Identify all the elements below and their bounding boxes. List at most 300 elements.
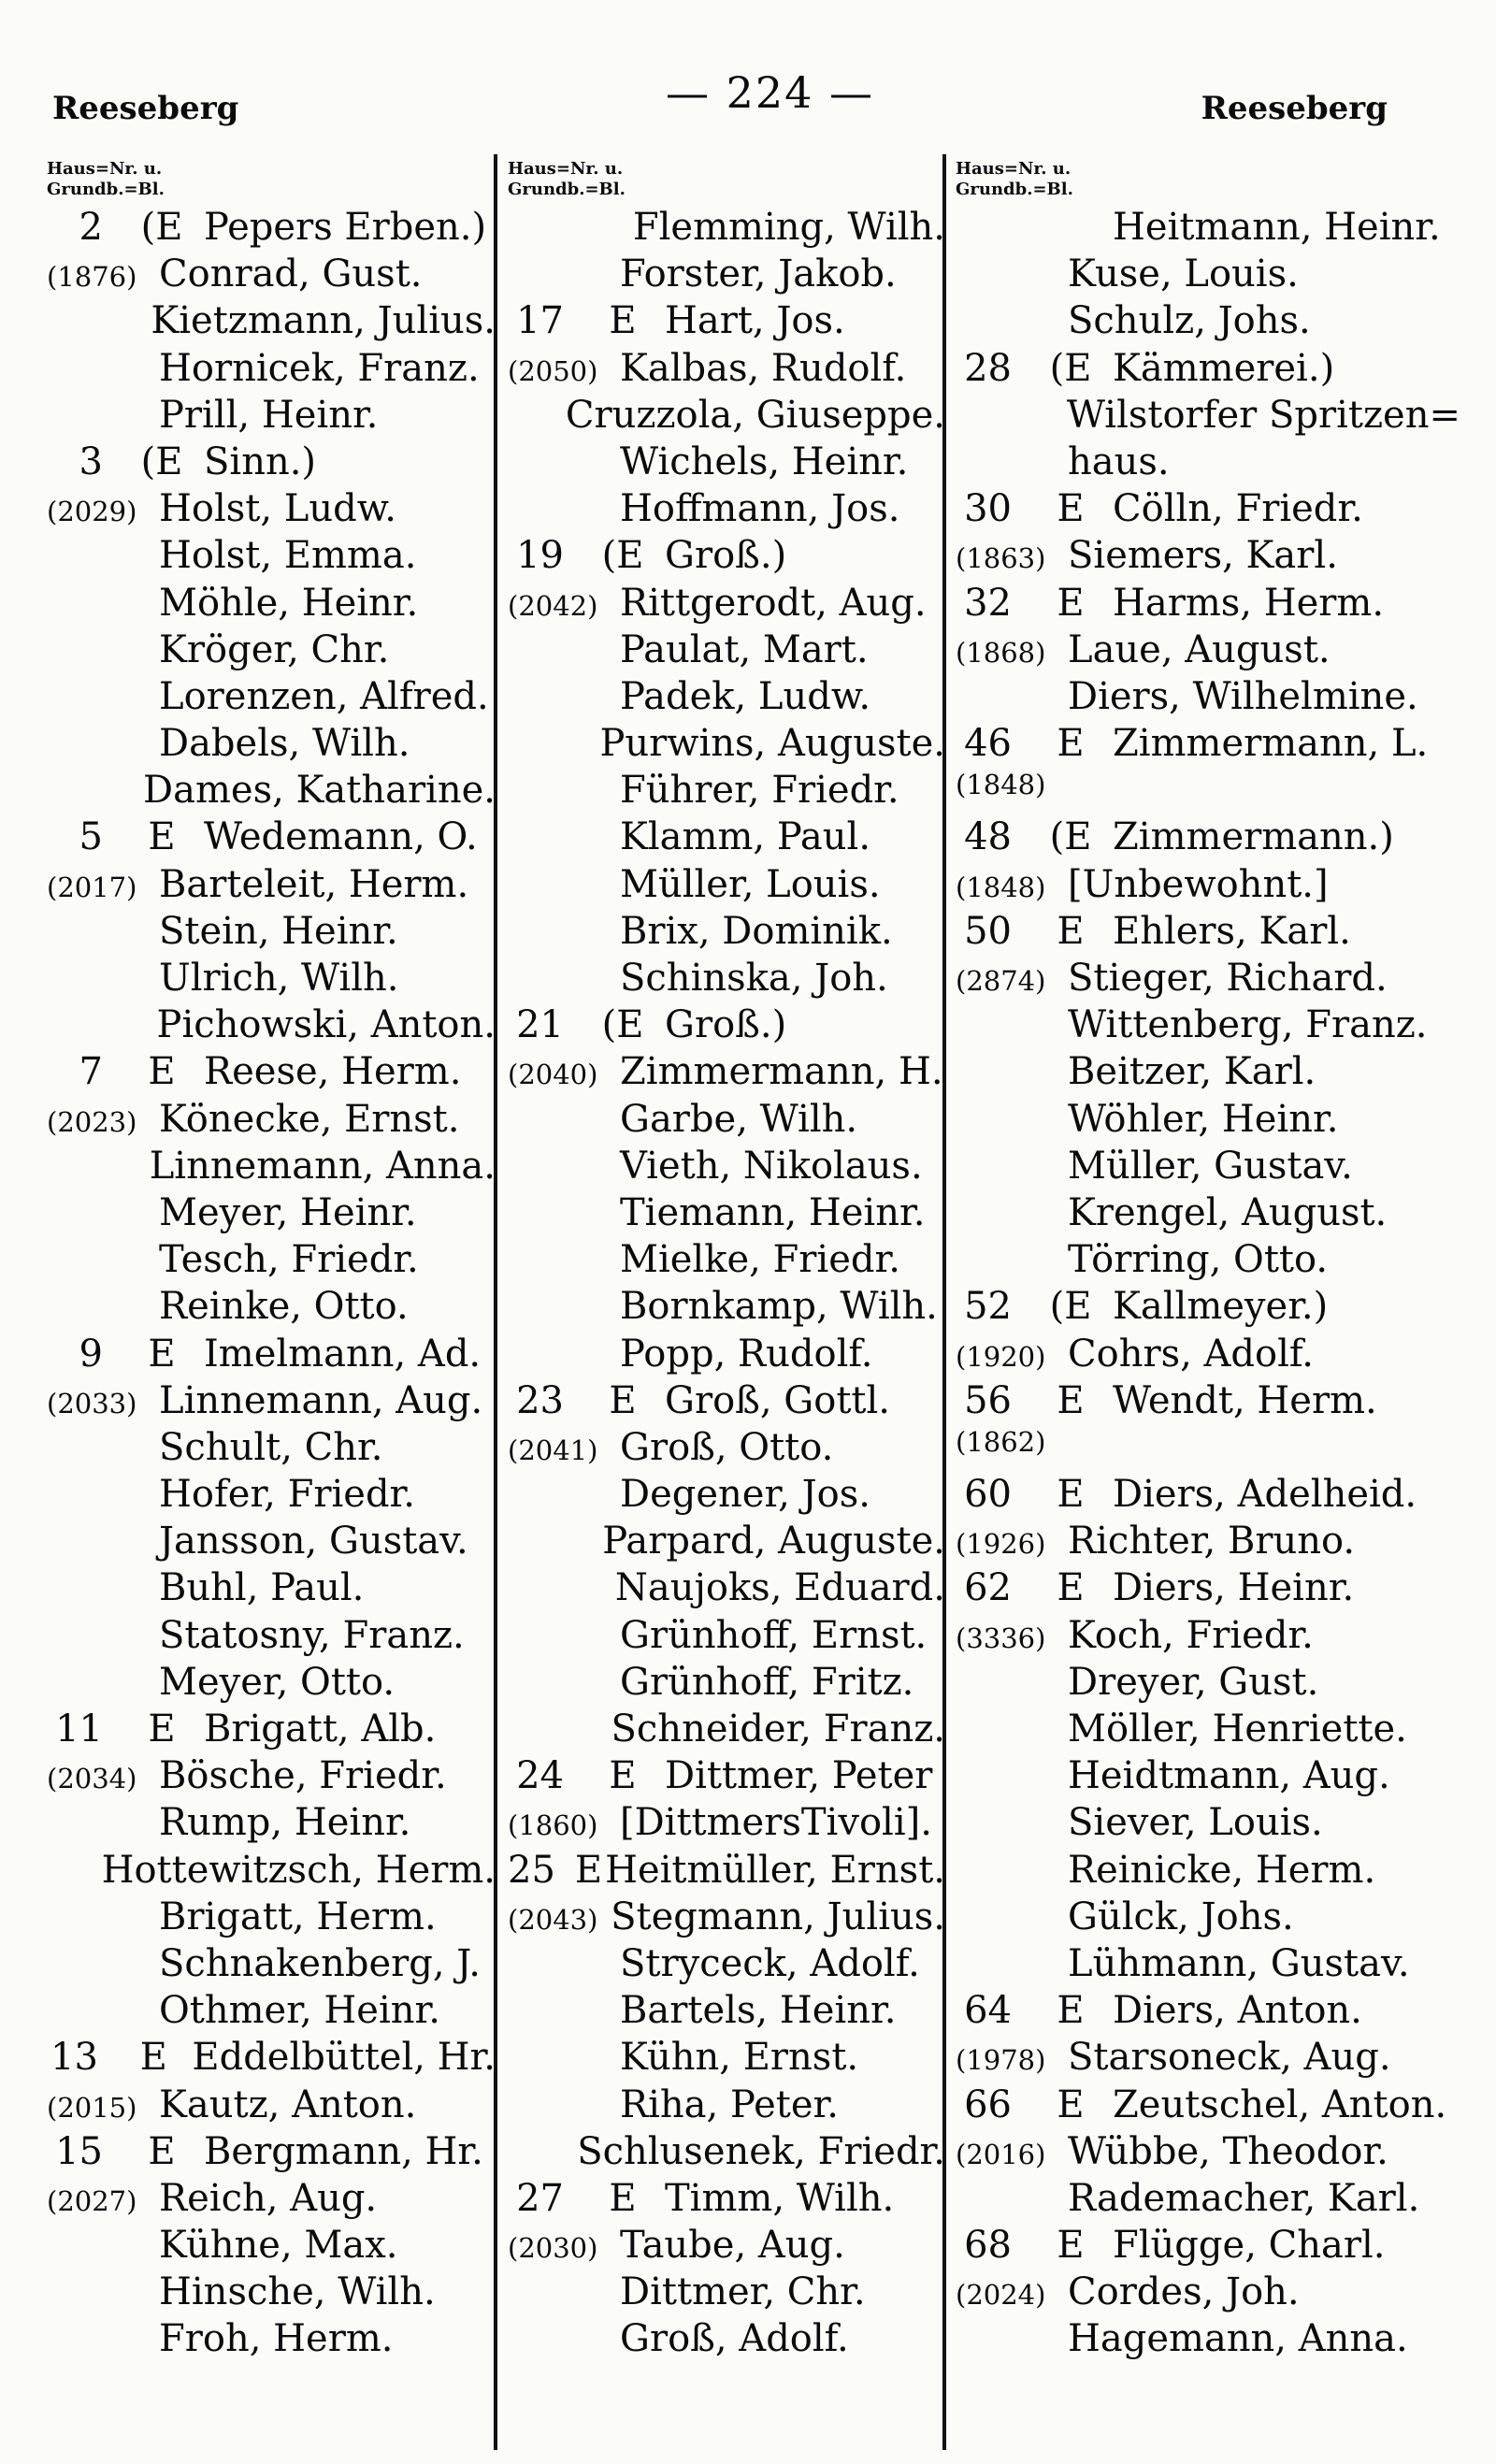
resident-name: Purwins, Auguste. xyxy=(599,722,945,766)
resident-name: Tiemann, Heinr. xyxy=(620,1190,926,1234)
house-number: 25 xyxy=(508,1848,555,1892)
resident-name: Parpard, Auguste. xyxy=(602,1520,945,1563)
entry-line xyxy=(956,1566,1460,1613)
owner-marker: (E xyxy=(1049,1285,1092,1329)
house-number: 28 xyxy=(964,346,1012,390)
resident-name: Heitmüller, Ernst. xyxy=(605,1848,945,1892)
resident-name: Pichowski, Anton. xyxy=(156,1003,496,1047)
entry-line xyxy=(956,957,1460,1003)
house-entry xyxy=(47,440,496,816)
resident-name: Diers, Wilhelmine. xyxy=(1068,674,1418,718)
owner-marker: E xyxy=(148,1708,176,1751)
resident-name: Timm, Wilh. xyxy=(665,2176,895,2220)
entry-line xyxy=(508,1473,945,1520)
resident-name: Schneider, Franz. xyxy=(611,1708,945,1751)
owner-marker: E xyxy=(1057,487,1085,531)
resident-name: Rump, Heinr. xyxy=(159,1801,411,1845)
entry-line xyxy=(508,1520,945,1566)
entry-line xyxy=(47,299,496,346)
house-entry xyxy=(47,815,496,1050)
resident-name: Forster, Jakob. xyxy=(620,252,897,296)
entry-line xyxy=(47,769,496,815)
resident-name: Flügge, Charl. xyxy=(1113,2224,1386,2268)
entry-line xyxy=(47,206,496,252)
column-heading-line: Haus=Nr. u. xyxy=(508,159,624,179)
house-number: 5 xyxy=(79,815,103,859)
house-number: 64 xyxy=(964,1989,1012,2033)
entry-line xyxy=(956,1333,1460,1379)
resident-name: Dittmer, Chr. xyxy=(620,2270,866,2314)
house-number: 66 xyxy=(964,2082,1012,2126)
resident-name: Laue, August. xyxy=(1068,627,1331,671)
resident-name: Groß, Adolf. xyxy=(620,2317,849,2361)
resident-name: Könecke, Ernst. xyxy=(159,1097,460,1141)
entry-line xyxy=(47,1191,496,1238)
entry-line xyxy=(508,2224,945,2270)
resident-name: Meyer, Heinr. xyxy=(159,1190,417,1234)
resident-name: Siemers, Karl. xyxy=(1068,534,1338,578)
house-entry xyxy=(956,582,1460,723)
house-entry xyxy=(956,206,1460,347)
entry-line xyxy=(956,1895,1460,1942)
resident-name: Koch, Friedr. xyxy=(1068,1613,1314,1657)
entry-line xyxy=(956,206,1460,252)
entry-line xyxy=(508,1566,945,1613)
entry-line xyxy=(508,1003,945,1050)
column-heading-line: Haus=Nr. u. xyxy=(47,159,163,179)
entry-line xyxy=(47,2130,496,2177)
running-head-right: Reeseberg xyxy=(1201,90,1388,127)
resident-name: Kuse, Louis. xyxy=(1068,252,1299,296)
owner-marker: E xyxy=(609,2176,637,2220)
resident-name: [Unbewohnt.] xyxy=(1068,862,1329,906)
land-register-number: (2040) xyxy=(508,1059,598,1091)
entry-line xyxy=(47,1333,496,1379)
resident-name: Linnemann, Aug. xyxy=(159,1378,483,1422)
house-number: 52 xyxy=(964,1285,1012,1329)
entry-line xyxy=(956,910,1460,957)
entry-line xyxy=(956,1191,1460,1238)
entry-line xyxy=(956,487,1460,534)
owner-marker: E xyxy=(148,1050,176,1094)
entry-line xyxy=(47,1614,496,1661)
resident-name: Rademacher, Karl. xyxy=(1068,2176,1420,2220)
house-number: 2 xyxy=(79,206,103,249)
resident-name: Müller, Gustav. xyxy=(1068,1144,1353,1188)
entry-line xyxy=(956,1661,1460,1708)
entry-line xyxy=(508,440,945,487)
house-entry xyxy=(956,1285,1460,1378)
entry-line xyxy=(956,863,1460,910)
owner-marker: (E xyxy=(1049,346,1092,390)
resident-name: Holst, Ludw. xyxy=(159,487,396,531)
resident-name: Hart, Jos. xyxy=(665,299,845,343)
entry-line xyxy=(508,2083,945,2130)
house-number: 30 xyxy=(964,487,1012,531)
entry-line xyxy=(47,910,496,957)
entry-line xyxy=(956,815,1460,862)
resident-name: Schnakenberg, J. xyxy=(159,1941,481,1985)
entry-line xyxy=(47,1566,496,1613)
resident-name: Schinska, Joh. xyxy=(620,957,888,1000)
owner-marker: E xyxy=(148,1332,176,1376)
entry-line xyxy=(47,1145,496,1191)
resident-name: Schulz, Johs. xyxy=(1068,299,1311,343)
owner-marker: E xyxy=(1057,909,1085,953)
land-register-number: (1863) xyxy=(956,542,1046,575)
land-register-number: (1978) xyxy=(956,2044,1046,2077)
resident-name: Froh, Herm. xyxy=(159,2317,394,2361)
resident-name: Popp, Rudolf. xyxy=(620,1332,873,1376)
house-number: 17 xyxy=(516,299,564,343)
entry-line xyxy=(508,1989,945,2036)
land-register-number: (3336) xyxy=(956,1621,1046,1654)
entry-line xyxy=(508,534,945,581)
entry-line xyxy=(956,1379,1460,1426)
resident-name: Imelmann, Ad. xyxy=(204,1332,482,1376)
house-entry xyxy=(508,206,945,299)
land-register-number: (2016) xyxy=(956,2138,1046,2170)
resident-name: Kallmeyer.) xyxy=(1113,1285,1329,1329)
resident-name: Garbe, Wilh. xyxy=(620,1097,858,1141)
land-register-number: (1920) xyxy=(956,1340,1046,1373)
entry-line xyxy=(956,1708,1460,1754)
entry-line xyxy=(956,440,1460,487)
resident-name: Zimmermann.) xyxy=(1113,815,1394,859)
entry-line xyxy=(47,2270,496,2317)
entry-line xyxy=(956,769,1460,815)
entry-line xyxy=(956,582,1460,628)
entry-line xyxy=(508,1191,945,1238)
owner-marker: E xyxy=(148,815,176,859)
entry-line xyxy=(47,1801,496,1848)
owner-marker: E xyxy=(609,1754,637,1798)
house-entry xyxy=(508,1849,945,2177)
resident-name: Reich, Aug. xyxy=(159,2176,378,2220)
owner-marker: (E xyxy=(601,534,644,578)
house-number: 3 xyxy=(79,439,103,483)
owner-marker: E xyxy=(574,1848,603,1892)
house-entry xyxy=(956,1989,1460,2082)
entry-line xyxy=(47,1098,496,1145)
resident-name: Stryceck, Adolf. xyxy=(620,1941,920,1985)
entry-line xyxy=(47,1238,496,1285)
entry-line xyxy=(508,722,945,769)
house-number: 9 xyxy=(79,1332,103,1376)
directory-column-1 xyxy=(47,159,496,2441)
entry-line xyxy=(508,1801,945,1848)
land-register-number: (2015) xyxy=(47,2091,137,2124)
entry-line xyxy=(508,957,945,1003)
entry-line xyxy=(508,1238,945,1285)
resident-name: Schlusenek, Friedr. xyxy=(577,2129,945,2173)
house-entry xyxy=(47,1050,496,1332)
land-register-number: (2050) xyxy=(508,354,598,387)
entry-line xyxy=(956,1098,1460,1145)
resident-name: Paulat, Mart. xyxy=(620,627,869,671)
entry-line xyxy=(956,394,1460,440)
house-entry xyxy=(956,487,1460,581)
entry-line xyxy=(956,675,1460,722)
resident-name: Kühn, Ernst. xyxy=(620,2036,859,2080)
entry-line xyxy=(47,1520,496,1566)
house-number: 15 xyxy=(55,2129,103,2173)
resident-name: Lühmann, Gustav. xyxy=(1068,1941,1410,1985)
resident-name: Statosny, Franz. xyxy=(159,1613,465,1657)
resident-name: Barteleit, Herm. xyxy=(159,862,469,906)
resident-name: Groß, Gottl. xyxy=(665,1378,890,1422)
resident-name: Zimmermann, H. xyxy=(620,1050,943,1094)
resident-name: Naujoks, Eduard. xyxy=(614,1566,945,1610)
entry-line xyxy=(508,1145,945,1191)
resident-name: Kämmerei.) xyxy=(1113,346,1335,390)
resident-name: Pepers Erben.) xyxy=(204,206,487,249)
resident-name: Cölln, Friedr. xyxy=(1113,487,1363,531)
resident-name: Diers, Anton. xyxy=(1113,1989,1362,2033)
resident-name: Brigatt, Herm. xyxy=(159,1895,437,1938)
entry-line xyxy=(956,2317,1460,2364)
resident-name: Stegmann, Julius. xyxy=(611,1895,945,1938)
entry-line xyxy=(508,1849,945,1895)
owner-marker: (E xyxy=(140,206,183,249)
entry-line xyxy=(956,1050,1460,1097)
resident-name: Bergmann, Hr. xyxy=(204,2129,483,2173)
house-entry xyxy=(956,910,1460,1286)
resident-name: Müller, Louis. xyxy=(620,862,881,906)
resident-name: Zimmermann, L. xyxy=(1113,722,1429,766)
owner-marker: E xyxy=(1057,2082,1085,2126)
resident-name: Hagemann, Anna. xyxy=(1068,2317,1408,2361)
resident-name: Dabels, Wilh. xyxy=(159,722,410,766)
owner-marker: E xyxy=(1057,1566,1085,1610)
entry-line xyxy=(956,1942,1460,1989)
resident-name: Führer, Friedr. xyxy=(620,769,899,813)
house-number: 60 xyxy=(964,1473,1012,1517)
owner-marker: (E xyxy=(140,439,183,483)
resident-name: Bartels, Heinr. xyxy=(620,1989,897,2033)
entry-line xyxy=(508,1895,945,1942)
entry-line xyxy=(47,1473,496,1520)
house-entry xyxy=(956,1473,1460,1566)
resident-name: Kröger, Chr. xyxy=(159,627,390,671)
resident-name: Groß.) xyxy=(665,1003,787,1047)
entry-line xyxy=(47,1661,496,1708)
house-entry xyxy=(956,2083,1460,2225)
resident-name: Reinicke, Herm. xyxy=(1068,1848,1376,1892)
entry-line xyxy=(47,1003,496,1050)
entry-line xyxy=(47,1849,496,1895)
entry-line xyxy=(47,394,496,440)
entry-line xyxy=(47,440,496,487)
owner-marker: E xyxy=(139,2036,167,2080)
house-entry xyxy=(956,1379,1460,1473)
entry-line xyxy=(47,1379,496,1426)
column-heading-line: Grundb.=Bl. xyxy=(508,180,626,199)
resident-name: Meyer, Otto. xyxy=(159,1660,396,1704)
house-entry xyxy=(956,815,1460,909)
resident-name: Brix, Dominik. xyxy=(620,909,893,953)
resident-name: Krengel, August. xyxy=(1068,1190,1388,1234)
entry-line xyxy=(508,1708,945,1754)
entry-line xyxy=(47,628,496,675)
resident-name: Padek, Ludw. xyxy=(620,674,871,718)
house-number: 23 xyxy=(516,1378,564,1422)
house-number: 11 xyxy=(55,1708,103,1751)
entry-line xyxy=(508,675,945,722)
entry-line xyxy=(47,582,496,628)
entry-line xyxy=(47,1426,496,1473)
resident-name: Cordes, Joh. xyxy=(1068,2270,1300,2314)
entry-line xyxy=(956,628,1460,675)
entry-line xyxy=(508,2177,945,2224)
resident-name: Tesch, Friedr. xyxy=(159,1238,419,1282)
land-register-number: (2033) xyxy=(47,1387,137,1419)
resident-name: Beitzer, Karl. xyxy=(1068,1050,1316,1094)
resident-name: Diers, Adelheid. xyxy=(1113,1473,1417,1517)
resident-name: Törring, Otto. xyxy=(1068,1238,1329,1282)
resident-name: Prill, Heinr. xyxy=(159,393,379,437)
entry-line xyxy=(508,347,945,394)
entry-line xyxy=(47,722,496,769)
resident-name: Mielke, Friedr. xyxy=(620,1238,900,1282)
entry-line xyxy=(508,2130,945,2177)
house-entry xyxy=(508,1379,945,1755)
entry-line xyxy=(956,2083,1460,2130)
resident-name: Ehlers, Karl. xyxy=(1113,909,1351,953)
entry-line xyxy=(508,1333,945,1379)
entry-line xyxy=(47,534,496,581)
entry-line xyxy=(956,252,1460,299)
resident-name: Richter, Bruno. xyxy=(1068,1520,1356,1563)
entry-line xyxy=(508,863,945,910)
land-register-number: (1926) xyxy=(956,1528,1046,1561)
house-number: 32 xyxy=(964,581,1012,625)
entry-line xyxy=(508,1098,945,1145)
entry-line xyxy=(47,2036,496,2082)
resident-name: Dames, Katharine. xyxy=(143,769,496,813)
house-entry xyxy=(508,1003,945,1379)
resident-name: Othmer, Heinr. xyxy=(159,1989,440,2033)
resident-name: Bösche, Friedr. xyxy=(159,1754,447,1798)
resident-name: Möller, Henriette. xyxy=(1068,1708,1407,1751)
land-register-number: (1848) xyxy=(956,871,1046,903)
entry-line xyxy=(508,769,945,815)
resident-name: Eddelbüttel, Hr. xyxy=(192,2036,496,2080)
owner-marker: E xyxy=(1057,1378,1085,1422)
resident-name: Groß, Otto. xyxy=(620,1425,834,1469)
entry-line xyxy=(956,2177,1460,2224)
land-register-number: (1868) xyxy=(956,636,1046,669)
house-entry xyxy=(47,206,496,440)
house-number: 56 xyxy=(964,1378,1012,1422)
entry-line xyxy=(47,1895,496,1942)
resident-name: Diers, Heinr. xyxy=(1113,1566,1355,1610)
entry-line xyxy=(508,252,945,299)
owner-marker: E xyxy=(1057,722,1085,766)
house-entry xyxy=(508,534,945,1003)
entry-line xyxy=(956,1426,1460,1473)
house-number: 24 xyxy=(516,1754,564,1798)
resident-name: Taube, Aug. xyxy=(620,2224,845,2268)
entry-line xyxy=(508,394,945,440)
entry-line xyxy=(508,299,945,346)
resident-name: Gülck, Johs. xyxy=(1068,1895,1294,1938)
resident-name: Wilstorfer Spritzen= xyxy=(1066,393,1460,437)
entry-line xyxy=(956,299,1460,346)
column-heading xyxy=(508,159,945,206)
resident-name: Siever, Louis. xyxy=(1068,1801,1323,1845)
entry-line xyxy=(47,1754,496,1801)
land-register-number: (2023) xyxy=(47,1105,137,1138)
entry-line xyxy=(508,487,945,534)
entry-line xyxy=(47,675,496,722)
column-heading xyxy=(956,159,1460,206)
resident-name: Wöhler, Heinr. xyxy=(1068,1097,1339,1141)
owner-marker: E xyxy=(609,299,637,343)
entry-line xyxy=(47,1942,496,1989)
entry-line xyxy=(508,1942,945,1989)
resident-name: Degener, Jos. xyxy=(620,1473,870,1517)
resident-name: Wedemann, O. xyxy=(204,815,478,859)
resident-name: Hofer, Friedr. xyxy=(159,1473,415,1517)
house-number: 7 xyxy=(79,1050,103,1094)
owner-marker: E xyxy=(148,2129,176,2173)
column-heading xyxy=(47,159,496,206)
resident-name: Cohrs, Adolf. xyxy=(1068,1332,1314,1376)
resident-name: Jansson, Gustav. xyxy=(159,1520,468,1563)
house-number: 62 xyxy=(964,1566,1012,1610)
page-number: — 224 — xyxy=(666,67,875,118)
entry-line xyxy=(47,347,496,394)
land-register-number: (2017) xyxy=(47,871,137,903)
resident-name: Groß.) xyxy=(665,534,787,578)
resident-name: Klamm, Paul. xyxy=(620,815,871,859)
resident-name: Lorenzen, Alfred. xyxy=(159,674,489,718)
resident-name: Möhle, Heinr. xyxy=(159,581,419,625)
entry-line xyxy=(956,2036,1460,2082)
house-entry xyxy=(508,2177,945,2365)
entry-line xyxy=(508,206,945,252)
entry-line xyxy=(508,1285,945,1332)
entry-line xyxy=(47,815,496,862)
entry-line xyxy=(508,628,945,675)
entry-line xyxy=(956,2270,1460,2317)
house-number: 27 xyxy=(516,2176,564,2220)
resident-name: Starsoneck, Aug. xyxy=(1068,2036,1391,2080)
entry-line xyxy=(508,1614,945,1661)
resident-name: Kautz, Anton. xyxy=(159,2082,417,2126)
entry-line xyxy=(508,1050,945,1097)
land-register-number: (2029) xyxy=(47,496,137,528)
entry-line xyxy=(956,1989,1460,2036)
resident-name: Stieger, Richard. xyxy=(1068,957,1388,1000)
entry-line xyxy=(47,2177,496,2224)
entry-line xyxy=(508,910,945,957)
house-entry xyxy=(956,347,1460,488)
owner-marker: E xyxy=(609,1378,637,1422)
entry-line xyxy=(508,2270,945,2317)
column-heading-line: Grundb.=Bl. xyxy=(956,180,1073,199)
entry-line xyxy=(956,1614,1460,1661)
land-register-number: (2043) xyxy=(508,1903,598,1936)
land-register-number: (1862) xyxy=(956,1425,1046,1458)
entry-line xyxy=(956,534,1460,581)
resident-name: Riha, Peter. xyxy=(620,2082,839,2126)
land-register-number: (2027) xyxy=(47,2184,137,2217)
resident-name: Ulrich, Wilh. xyxy=(159,957,399,1000)
entry-line xyxy=(47,1285,496,1332)
house-number: 13 xyxy=(50,2036,98,2080)
